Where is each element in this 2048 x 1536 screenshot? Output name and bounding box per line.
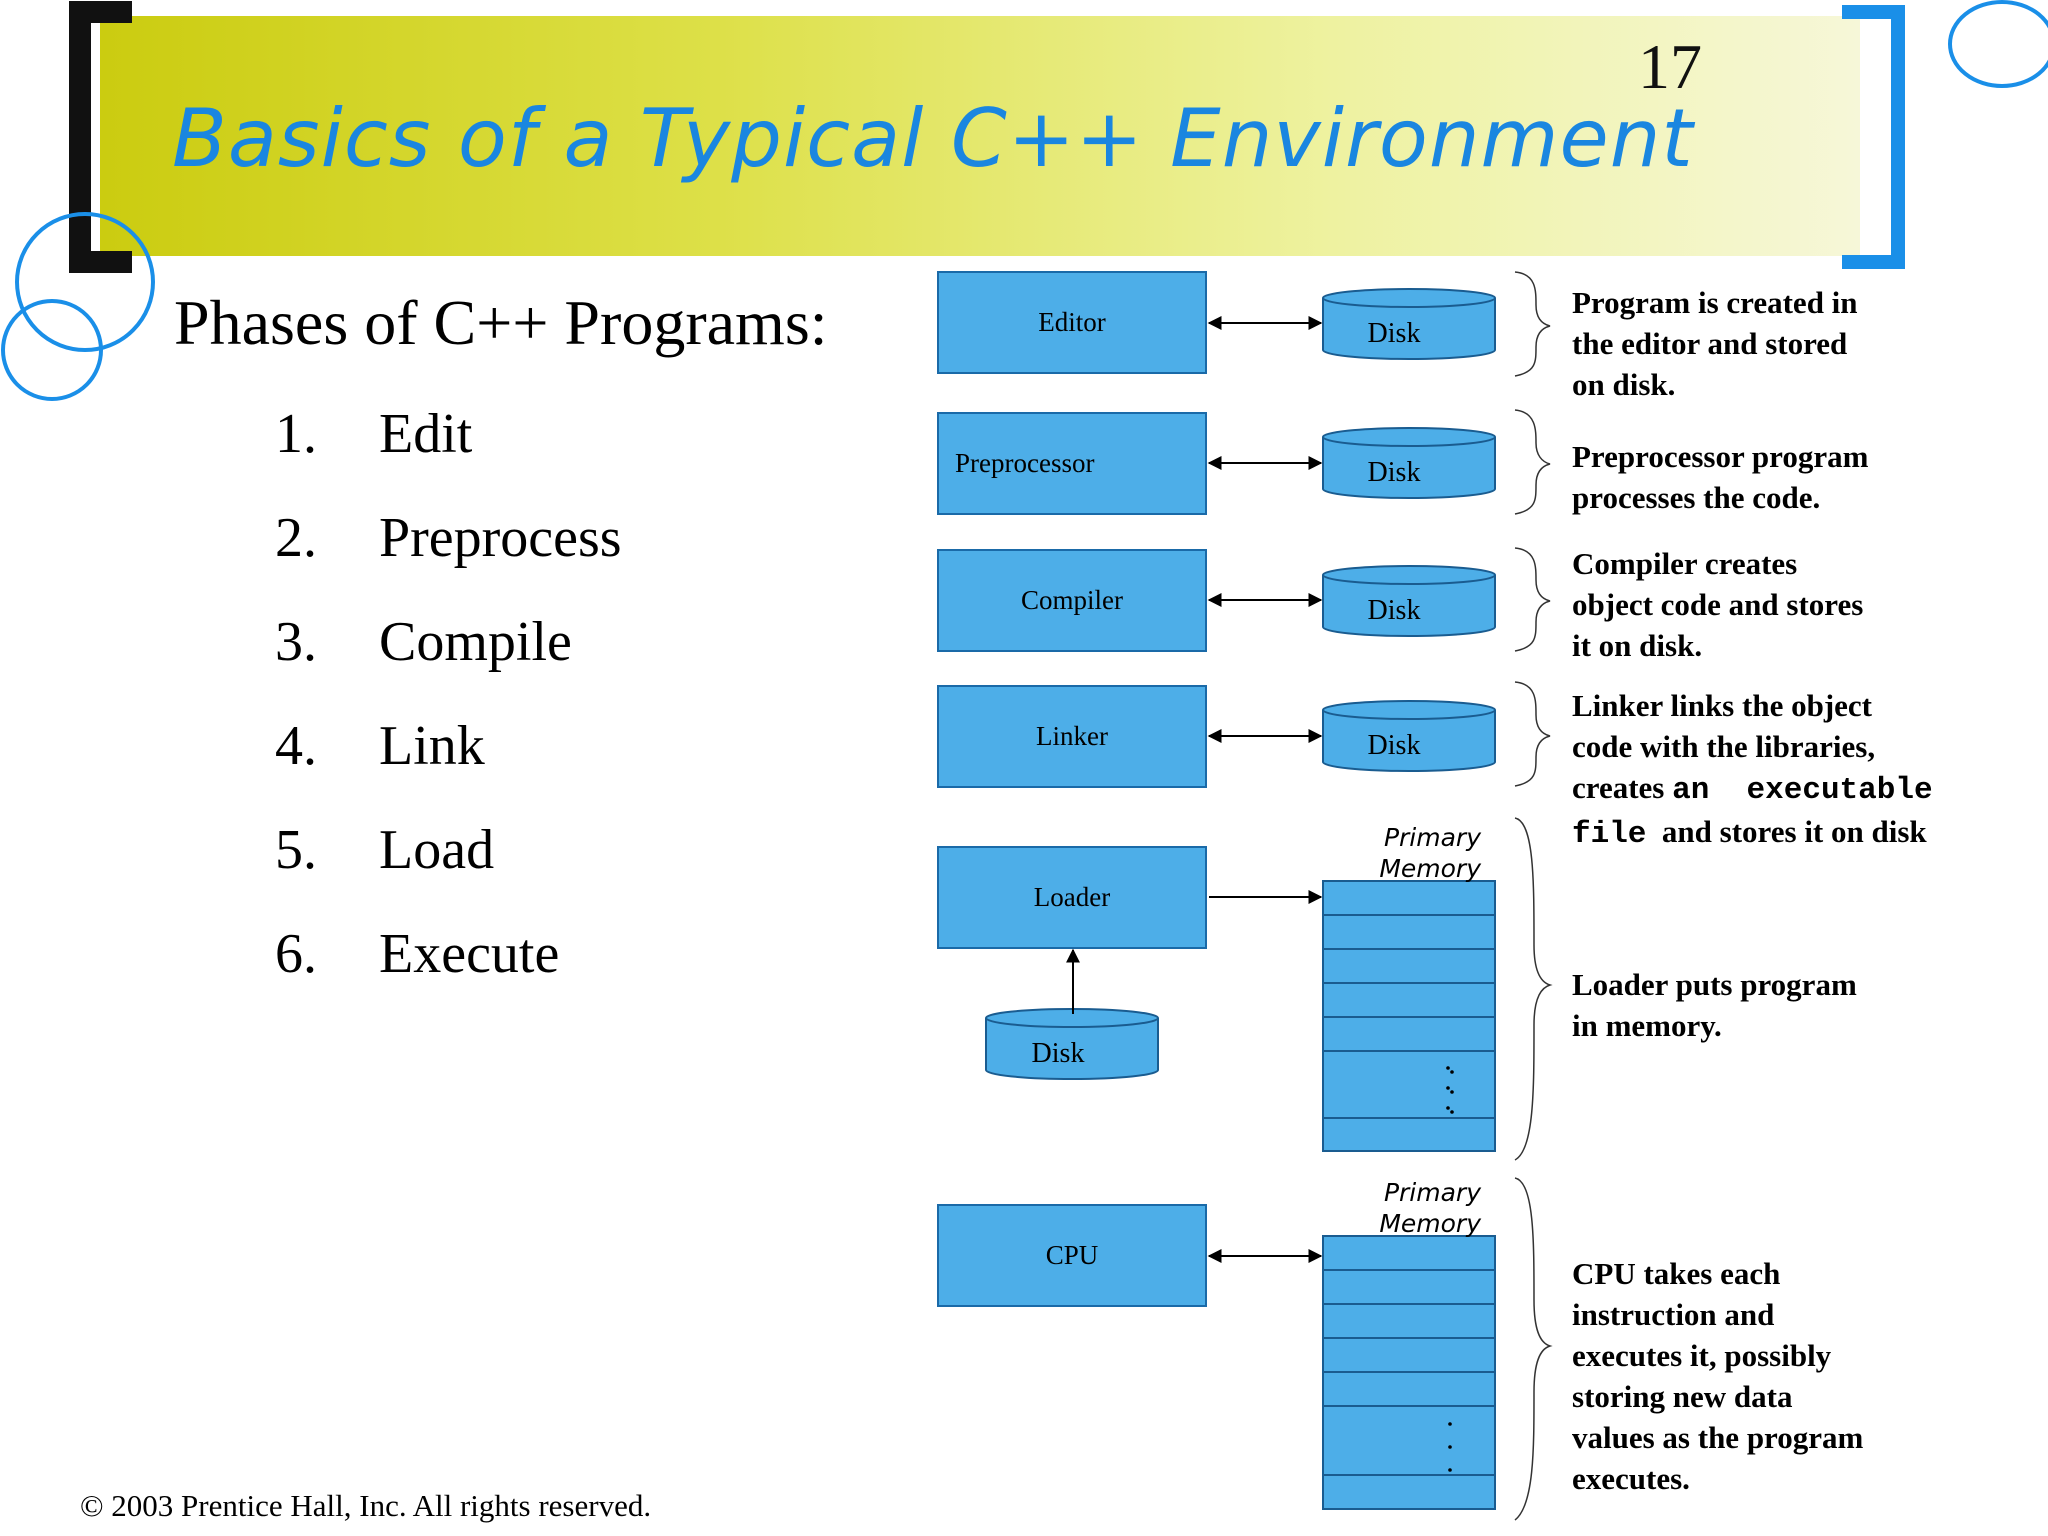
description-line: executes it, possibly — [1572, 1338, 1832, 1373]
memory-label-line1: Primary — [1383, 823, 1481, 852]
slide-number: 17 — [1638, 31, 1702, 102]
description-line: the editor and stored — [1572, 326, 1848, 361]
phase-number: 6. — [275, 923, 317, 985]
loader-box: Loader — [937, 846, 1207, 949]
description-loader — [1572, 964, 1857, 1046]
disk-label: Disk — [1031, 1038, 1085, 1069]
disk-cylinder-editor — [1323, 289, 1495, 359]
description-line: processes the code. — [1572, 480, 1821, 515]
description-line: storing new data — [1572, 1379, 1793, 1414]
description-code: file — [1572, 817, 1647, 852]
disk-label: Disk — [1367, 730, 1421, 761]
description-line: Compiler creates — [1572, 546, 1798, 581]
disk-label: Disk — [1367, 457, 1421, 488]
phase-number: 2. — [275, 507, 317, 569]
memory-label-line1: Primary — [1383, 1178, 1481, 1207]
description-line: values as the program — [1572, 1420, 1864, 1455]
cpu-box: CPU — [937, 1204, 1207, 1307]
section-heading: Phases of C++ Programs: — [174, 287, 828, 358]
description-line: CPU takes each — [1572, 1256, 1781, 1291]
primary-memory-block-loader — [1323, 881, 1495, 1151]
phase-label: Execute — [379, 923, 560, 985]
disk-cylinder-linker — [1323, 701, 1495, 771]
preprocessor-box: Preprocessor — [937, 412, 1207, 515]
phase-number: 3. — [275, 611, 317, 673]
disk-label: Disk — [1367, 318, 1421, 349]
description-editor — [1572, 282, 1858, 405]
phase-number: 4. — [275, 715, 317, 777]
phase-number: 1. — [275, 403, 317, 465]
description-linker — [1572, 685, 1933, 855]
brace-compiler — [1515, 548, 1550, 651]
description-line: Preprocessor program — [1572, 439, 1869, 474]
description-line: on disk. — [1572, 367, 1676, 402]
memory-label-line2: Memory — [1379, 1209, 1481, 1238]
description-line: object code and stores — [1572, 587, 1864, 622]
editor-box: Editor — [937, 271, 1207, 374]
primary-memory-block-cpu — [1323, 1236, 1495, 1509]
memory-label-cpu — [1331, 1177, 1481, 1239]
disk-cylinder-preprocessor — [1323, 428, 1495, 498]
description-line: executes. — [1572, 1461, 1690, 1496]
brace-preprocessor — [1515, 410, 1550, 514]
description-line: instruction and — [1572, 1297, 1775, 1332]
brace-loader — [1515, 818, 1550, 1160]
copyright-notice: © 2003 Prentice Hall, Inc. All rights reserved. — [80, 1488, 652, 1523]
disk-cylinder-compiler — [1323, 566, 1495, 636]
phase-label: Load — [379, 819, 495, 881]
compiler-box: Compiler — [937, 549, 1207, 652]
slide-title: Basics of a Typical C++ Environment — [172, 92, 1694, 185]
brace-cpu — [1515, 1178, 1550, 1520]
phase-label: Compile — [379, 611, 572, 673]
description-line: in memory. — [1572, 1008, 1722, 1043]
description-text: creates — [1572, 770, 1673, 805]
description-text: and stores it on disk — [1646, 814, 1927, 849]
memory-label-loader — [1331, 822, 1481, 884]
disk-cylinder-loader — [986, 1009, 1158, 1079]
brace-linker — [1515, 682, 1550, 786]
memory-label-line2: Memory — [1379, 854, 1481, 883]
phase-label: Link — [379, 715, 485, 777]
description-line: Linker links the object — [1572, 688, 1872, 723]
linker-box: Linker — [937, 685, 1207, 788]
description-line: Program is created in — [1572, 285, 1858, 320]
description-line: Loader puts program — [1572, 967, 1857, 1002]
disk-label: Disk — [1367, 595, 1421, 626]
brace-editor — [1515, 272, 1550, 376]
phase-label: Preprocess — [379, 507, 622, 569]
phase-number: 5. — [275, 819, 317, 881]
description-line — [1572, 767, 1933, 811]
description-code: an executable — [1672, 773, 1933, 808]
description-line — [1572, 811, 1933, 855]
description-line: code with the libraries, — [1572, 729, 1876, 764]
description-compiler — [1572, 543, 1863, 666]
description-line: it on disk. — [1572, 628, 1703, 663]
description-cpu — [1572, 1253, 1863, 1499]
description-preprocessor — [1572, 436, 1868, 518]
phase-label: Edit — [379, 403, 473, 465]
